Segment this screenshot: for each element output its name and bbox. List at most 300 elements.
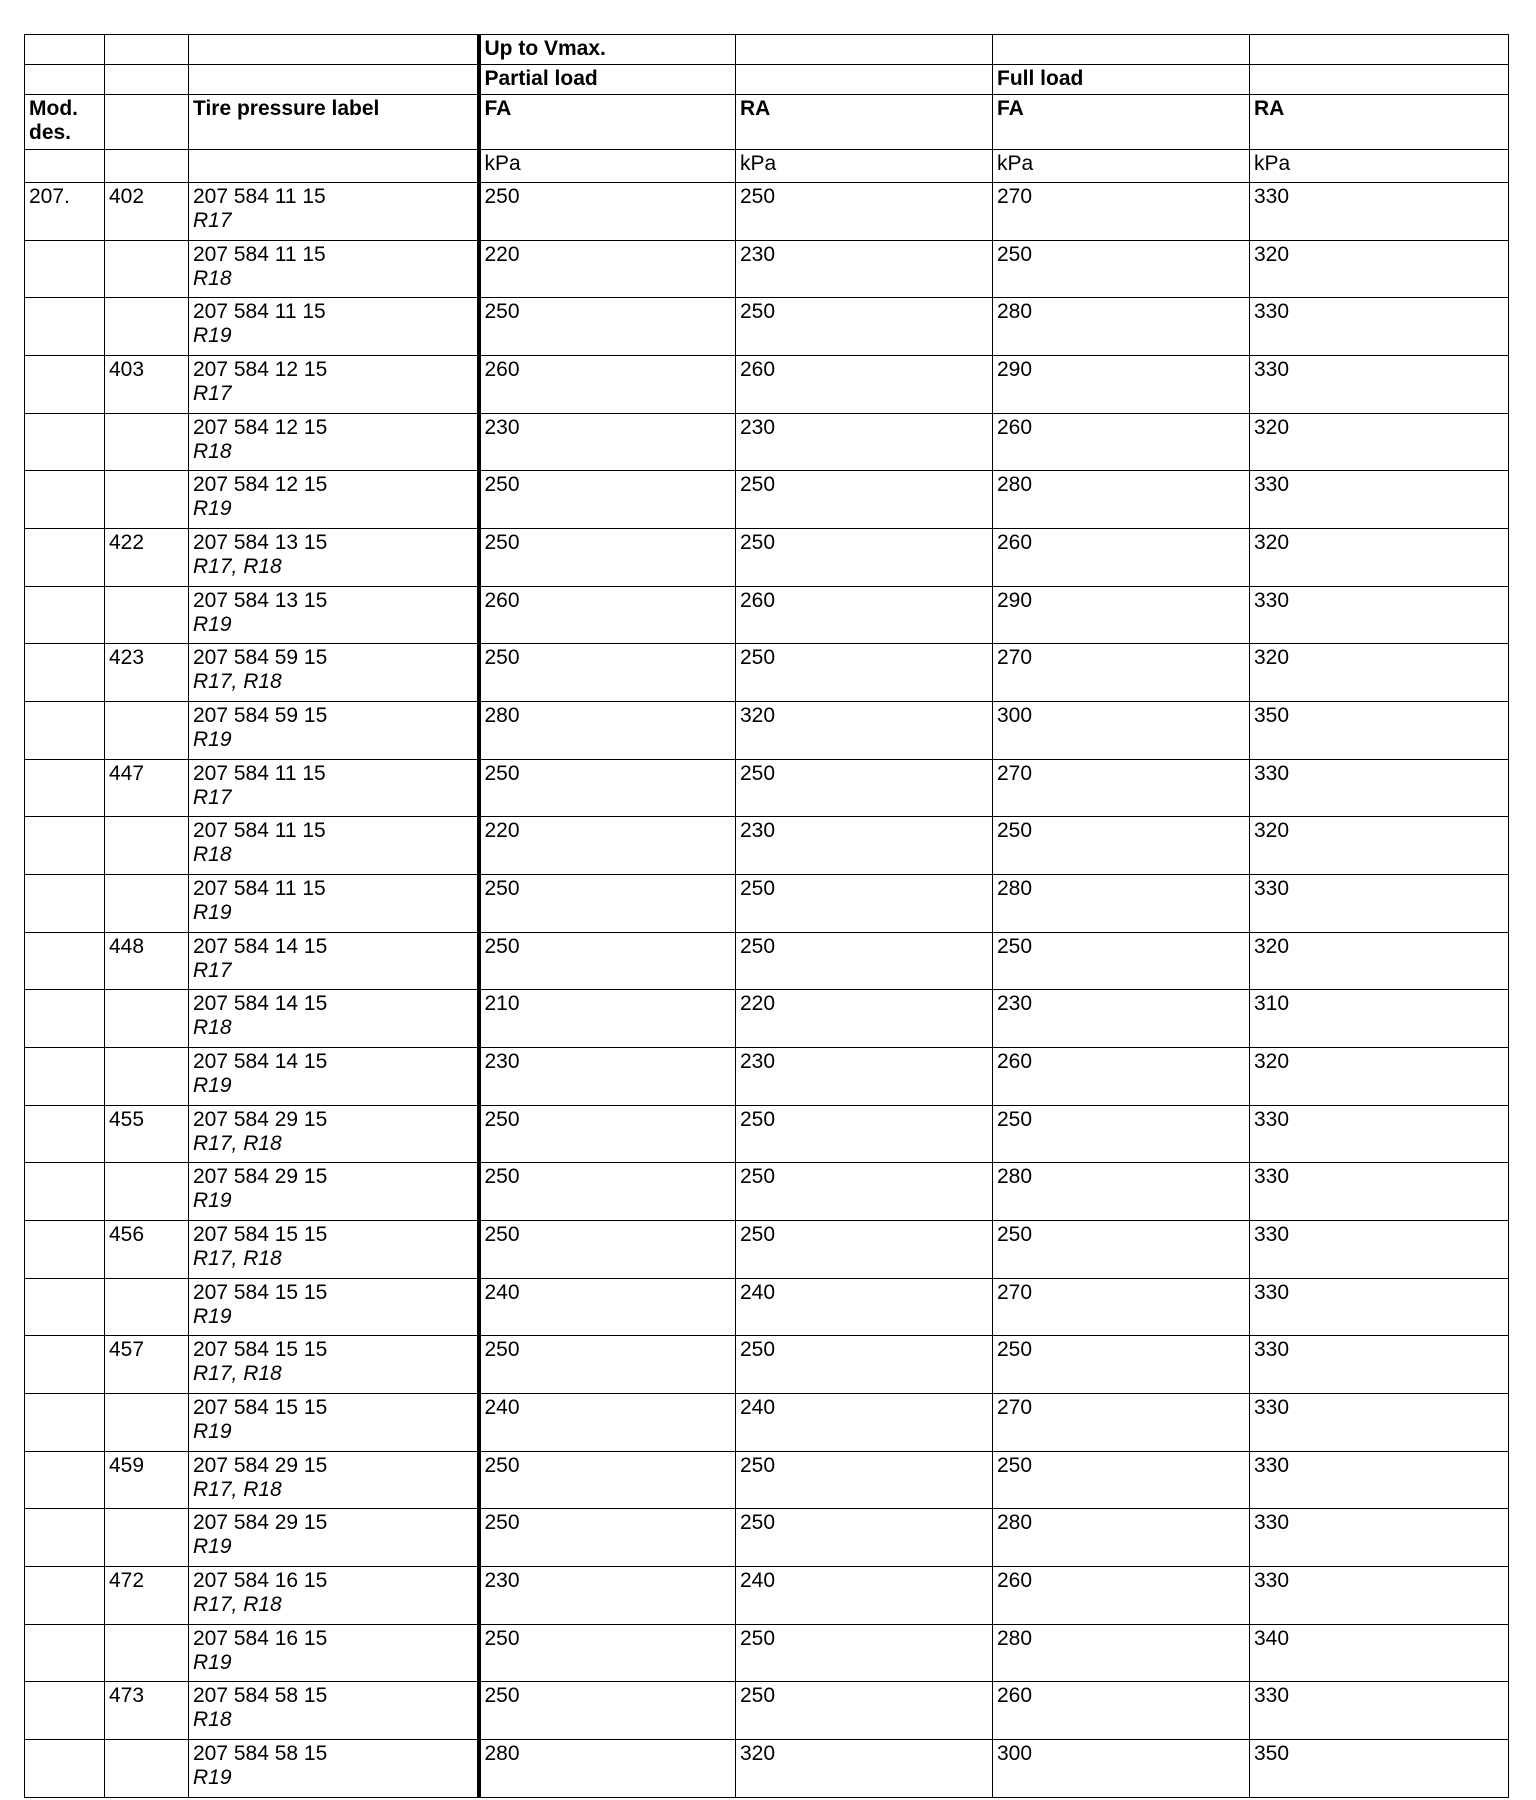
model-code-cell	[105, 875, 189, 933]
full-ra-value: 330	[1250, 1105, 1509, 1163]
model-code-cell: 459	[105, 1451, 189, 1509]
mod-des-cell	[25, 817, 105, 875]
header-cell-empty	[1250, 35, 1509, 65]
partial-ra-header: RA	[736, 95, 993, 150]
partial-ra-value: 250	[736, 471, 993, 529]
tire-label-number: 207 584 59 15	[193, 646, 328, 670]
full-fa-value: 280	[993, 875, 1250, 933]
full-fa-value: 270	[993, 1278, 1250, 1336]
mod-des-cell	[25, 1278, 105, 1336]
mod-des-cell	[25, 990, 105, 1048]
mod-des-cell	[25, 586, 105, 644]
table-row	[25, 183, 1509, 241]
partial-fa-value: 260	[479, 356, 736, 414]
model-code-cell	[105, 1048, 189, 1106]
full-ra-value: 330	[1250, 356, 1509, 414]
unit-label: kPa	[479, 150, 736, 183]
mod-des-cell	[25, 1105, 105, 1163]
header-cell-empty	[105, 95, 189, 150]
header-cell-empty	[25, 65, 105, 95]
tire-size-text: R17, R18	[193, 1362, 282, 1386]
tire-size-text: R17, R18	[193, 555, 282, 579]
tire-label-cell	[189, 529, 479, 587]
header-cell-empty	[105, 65, 189, 95]
table-row	[25, 702, 1509, 760]
model-code-cell: 423	[105, 644, 189, 702]
tire-size-text: R17, R18	[193, 1247, 282, 1271]
partial-fa-value: 230	[479, 413, 736, 471]
full-fa-value: 280	[993, 1509, 1250, 1567]
partial-ra-value: 240	[736, 1394, 993, 1452]
tire-label-number: 207 584 58 15	[193, 1742, 328, 1766]
mod-des-cell	[25, 1682, 105, 1740]
full-fa-value: 260	[993, 529, 1250, 587]
partial-ra-value: 250	[736, 1451, 993, 1509]
table-row	[25, 1221, 1509, 1279]
partial-fa-value: 250	[479, 759, 736, 817]
full-fa-value: 290	[993, 586, 1250, 644]
tire-label-cell	[189, 1682, 479, 1740]
full-ra-value: 330	[1250, 586, 1509, 644]
model-code-cell	[105, 240, 189, 298]
full-ra-value: 330	[1250, 298, 1509, 356]
full-ra-value: 330	[1250, 1682, 1509, 1740]
full-fa-value: 270	[993, 644, 1250, 702]
full-ra-value: 350	[1250, 1740, 1509, 1798]
tire-size-text: R18	[193, 1708, 232, 1732]
tire-size-text: R17	[193, 209, 232, 232]
tire-label-number: 207 584 59 15	[193, 704, 328, 728]
mod-des-cell	[25, 1394, 105, 1452]
tire-label-number: 207 584 12 15	[193, 415, 328, 439]
partial-ra-value: 260	[736, 356, 993, 414]
mod-des-cell	[25, 298, 105, 356]
model-code-cell: 473	[105, 1682, 189, 1740]
tire-label-number: 207 584 29 15	[193, 1511, 328, 1535]
mod-des-cell: 207.	[25, 183, 105, 241]
full-fa-value: 250	[993, 932, 1250, 990]
partial-ra-value: 240	[736, 1567, 993, 1625]
full-fa-value: 250	[993, 1221, 1250, 1279]
tire-label-cell	[189, 1624, 479, 1682]
tire-label-number: 207 584 13 15	[193, 588, 328, 612]
model-code-cell: 455	[105, 1105, 189, 1163]
full-fa-value: 260	[993, 1567, 1250, 1625]
partial-ra-value: 250	[736, 298, 993, 356]
full-load-header: Full load	[993, 65, 1250, 95]
tire-label-number: 207 584 11 15	[193, 819, 326, 843]
partial-ra-value: 230	[736, 1048, 993, 1106]
table-row	[25, 644, 1509, 702]
table-row	[25, 1624, 1509, 1682]
full-fa-value: 230	[993, 990, 1250, 1048]
partial-fa-value: 230	[479, 1048, 736, 1106]
partial-ra-value: 250	[736, 1624, 993, 1682]
tire-label-cell	[189, 1105, 479, 1163]
partial-fa-value: 250	[479, 875, 736, 933]
tire-size-text: R19	[193, 1535, 232, 1559]
tire-label-number: 207 584 15 15	[193, 1223, 328, 1247]
partial-ra-value: 250	[736, 1509, 993, 1567]
header-cell-empty	[25, 150, 105, 183]
partial-fa-value: 250	[479, 1336, 736, 1394]
partial-fa-value: 250	[479, 529, 736, 587]
mod-des-cell	[25, 1163, 105, 1221]
tire-size-text: R18	[193, 1016, 232, 1040]
tire-label-number: 207 584 12 15	[193, 473, 328, 497]
mod-des-cell	[25, 471, 105, 529]
header-cell-empty	[1250, 65, 1509, 95]
full-fa-value: 280	[993, 1624, 1250, 1682]
tire-label-cell	[189, 240, 479, 298]
partial-fa-value: 210	[479, 990, 736, 1048]
mod-des-cell	[25, 240, 105, 298]
full-ra-value: 330	[1250, 183, 1509, 241]
model-code-cell	[105, 1163, 189, 1221]
model-code-cell	[105, 471, 189, 529]
tire-label-cell	[189, 875, 479, 933]
partial-ra-value: 220	[736, 990, 993, 1048]
partial-ra-value: 250	[736, 875, 993, 933]
full-ra-value: 350	[1250, 702, 1509, 760]
model-code-cell	[105, 1394, 189, 1452]
tire-size-text: R17, R18	[193, 1593, 282, 1617]
tire-label-cell	[189, 990, 479, 1048]
tire-size-text: R19	[193, 901, 232, 925]
header-cell-empty	[189, 35, 479, 65]
mod-des-cell	[25, 1509, 105, 1567]
mod-des-cell	[25, 1221, 105, 1279]
mod-des-cell	[25, 356, 105, 414]
full-ra-value: 340	[1250, 1624, 1509, 1682]
table-row	[25, 529, 1509, 587]
mod-des-cell	[25, 1740, 105, 1798]
mod-des-cell	[25, 529, 105, 587]
model-code-cell	[105, 298, 189, 356]
tire-label-cell	[189, 1394, 479, 1452]
mod-des-cell	[25, 702, 105, 760]
tire-label-number: 207 584 16 15	[193, 1626, 328, 1650]
partial-ra-value: 250	[736, 1221, 993, 1279]
partial-ra-value: 230	[736, 413, 993, 471]
partial-fa-value: 250	[479, 183, 736, 241]
tire-label-number: 207 584 15 15	[193, 1280, 328, 1304]
tire-label-cell	[189, 817, 479, 875]
partial-fa-value: 230	[479, 1567, 736, 1625]
full-ra-value: 320	[1250, 413, 1509, 471]
tire-label-number: 207 584 11 15	[193, 242, 326, 266]
partial-fa-value: 250	[479, 1682, 736, 1740]
tire-label-cell	[189, 1163, 479, 1221]
partial-ra-value: 250	[736, 759, 993, 817]
tire-size-text: R17, R18	[193, 1477, 282, 1501]
full-ra-value: 310	[1250, 990, 1509, 1048]
tire-size-text: R19	[193, 1766, 232, 1790]
partial-fa-header: FA	[479, 95, 736, 150]
full-ra-value: 320	[1250, 817, 1509, 875]
header-cell-empty	[105, 35, 189, 65]
unit-label: kPa	[1250, 150, 1509, 183]
partial-ra-value: 250	[736, 644, 993, 702]
table-header	[25, 35, 1509, 183]
partial-ra-value: 260	[736, 586, 993, 644]
mod-des-cell	[25, 1624, 105, 1682]
mod-des-cell	[25, 413, 105, 471]
model-code-cell: 447	[105, 759, 189, 817]
full-ra-value: 330	[1250, 875, 1509, 933]
tire-label-number: 207 584 58 15	[193, 1684, 328, 1708]
tire-label-cell	[189, 356, 479, 414]
full-fa-value: 250	[993, 1105, 1250, 1163]
tire-size-text: R18	[193, 843, 232, 867]
table-row	[25, 240, 1509, 298]
tire-size-text: R17	[193, 958, 232, 982]
full-fa-value: 260	[993, 1682, 1250, 1740]
partial-fa-value: 220	[479, 817, 736, 875]
tire-label-cell	[189, 586, 479, 644]
header-cell-empty	[105, 150, 189, 183]
header-cell-empty	[189, 65, 479, 95]
tire-size-text: R19	[193, 612, 232, 636]
model-code-cell: 403	[105, 356, 189, 414]
table-row	[25, 298, 1509, 356]
partial-fa-value: 260	[479, 586, 736, 644]
full-fa-value: 290	[993, 356, 1250, 414]
header-cell-empty	[993, 35, 1250, 65]
model-code-cell: 456	[105, 1221, 189, 1279]
full-fa-value: 250	[993, 817, 1250, 875]
partial-fa-value: 250	[479, 1624, 736, 1682]
partial-ra-value: 250	[736, 1682, 993, 1740]
model-code-cell: 422	[105, 529, 189, 587]
full-ra-value: 330	[1250, 759, 1509, 817]
tire-label-number: 207 584 16 15	[193, 1569, 328, 1593]
tire-label-cell	[189, 932, 479, 990]
full-ra-value: 330	[1250, 1278, 1509, 1336]
full-ra-value: 330	[1250, 1567, 1509, 1625]
tire-label-cell	[189, 1336, 479, 1394]
table-row	[25, 1740, 1509, 1798]
partial-ra-value: 230	[736, 240, 993, 298]
table-row	[25, 1048, 1509, 1106]
tire-size-text: R19	[193, 497, 232, 521]
full-ra-value: 330	[1250, 1163, 1509, 1221]
full-fa-value: 250	[993, 1451, 1250, 1509]
tire-label-number: 207 584 12 15	[193, 358, 328, 382]
table-row	[25, 471, 1509, 529]
partial-fa-value: 250	[479, 1509, 736, 1567]
full-fa-value: 260	[993, 413, 1250, 471]
partial-ra-value: 240	[736, 1278, 993, 1336]
table-row	[25, 759, 1509, 817]
header-cell-empty	[736, 35, 993, 65]
partial-fa-value: 250	[479, 1451, 736, 1509]
full-fa-header: FA	[993, 95, 1250, 150]
table-row	[25, 1567, 1509, 1625]
tire-label-cell	[189, 183, 479, 241]
model-code-cell: 402	[105, 183, 189, 241]
tire-pressure-label-header: Tire pressure label	[189, 95, 479, 150]
model-code-cell	[105, 586, 189, 644]
tire-label-cell	[189, 1048, 479, 1106]
table-row	[25, 817, 1509, 875]
full-ra-value: 320	[1250, 529, 1509, 587]
table-row	[25, 1509, 1509, 1567]
tire-label-cell	[189, 759, 479, 817]
full-fa-value: 300	[993, 1740, 1250, 1798]
mod-des-cell	[25, 1048, 105, 1106]
header-cell-empty	[189, 150, 479, 183]
model-code-cell	[105, 1509, 189, 1567]
tire-size-text: R19	[193, 1650, 232, 1674]
tire-size-text: R18	[193, 266, 232, 290]
tire-label-number: 207 584 14 15	[193, 934, 328, 958]
tire-size-text: R19	[193, 324, 232, 348]
mod-des-cell	[25, 759, 105, 817]
partial-fa-value: 280	[479, 702, 736, 760]
full-ra-value: 330	[1250, 1394, 1509, 1452]
tire-pressure-table	[24, 34, 1509, 1798]
model-code-cell	[105, 702, 189, 760]
model-code-cell	[105, 1624, 189, 1682]
header-cell-empty	[25, 35, 105, 65]
full-ra-value: 330	[1250, 1336, 1509, 1394]
tire-label-cell	[189, 1509, 479, 1567]
tire-size-text: R17, R18	[193, 670, 282, 694]
full-ra-value: 320	[1250, 932, 1509, 990]
partial-ra-value: 250	[736, 529, 993, 587]
tire-label-number: 207 584 11 15	[193, 185, 326, 208]
tire-label-number: 207 584 11 15	[193, 300, 326, 324]
model-code-cell	[105, 990, 189, 1048]
table-row	[25, 1682, 1509, 1740]
model-code-cell: 472	[105, 1567, 189, 1625]
tire-label-cell	[189, 413, 479, 471]
table-body	[25, 183, 1509, 1798]
speed-group-header: Up to Vmax.	[479, 35, 736, 65]
tire-label-number: 207 584 15 15	[193, 1338, 328, 1362]
tire-label-cell	[189, 1221, 479, 1279]
full-fa-value: 280	[993, 471, 1250, 529]
table-row	[25, 1278, 1509, 1336]
tire-label-number: 207 584 29 15	[193, 1453, 328, 1477]
table-row	[25, 1105, 1509, 1163]
table-row	[25, 1451, 1509, 1509]
mod-des-header: Mod. des.	[25, 95, 105, 150]
tire-label-number: 207 584 29 15	[193, 1165, 328, 1189]
model-code-cell	[105, 413, 189, 471]
unit-label: kPa	[736, 150, 993, 183]
tire-size-text: R19	[193, 1420, 232, 1444]
full-fa-value: 280	[993, 1163, 1250, 1221]
full-ra-value: 330	[1250, 1509, 1509, 1567]
partial-ra-value: 320	[736, 1740, 993, 1798]
tire-label-cell	[189, 1740, 479, 1798]
unit-label: kPa	[993, 150, 1250, 183]
partial-fa-value: 240	[479, 1278, 736, 1336]
tire-label-cell	[189, 644, 479, 702]
partial-ra-value: 250	[736, 183, 993, 241]
tire-label-number: 207 584 11 15	[193, 877, 326, 901]
model-code-cell	[105, 1278, 189, 1336]
partial-fa-value: 220	[479, 240, 736, 298]
tire-label-cell	[189, 298, 479, 356]
full-fa-value: 250	[993, 240, 1250, 298]
table-row	[25, 1163, 1509, 1221]
table-row	[25, 990, 1509, 1048]
partial-fa-value: 250	[479, 1163, 736, 1221]
full-fa-value: 270	[993, 1394, 1250, 1452]
full-ra-value: 330	[1250, 1451, 1509, 1509]
full-ra-value: 330	[1250, 471, 1509, 529]
tire-label-number: 207 584 13 15	[193, 531, 328, 555]
table-row	[25, 413, 1509, 471]
partial-ra-value: 250	[736, 932, 993, 990]
full-fa-value: 300	[993, 702, 1250, 760]
tire-label-cell	[189, 1567, 479, 1625]
tire-size-text: R19	[193, 728, 232, 752]
mod-des-cell	[25, 1336, 105, 1394]
tire-label-number: 207 584 14 15	[193, 1050, 328, 1074]
partial-ra-value: 230	[736, 817, 993, 875]
full-fa-value: 280	[993, 298, 1250, 356]
partial-fa-value: 250	[479, 1221, 736, 1279]
tire-label-number: 207 584 14 15	[193, 992, 328, 1016]
tire-size-text: R18	[193, 439, 232, 463]
partial-fa-value: 250	[479, 932, 736, 990]
table-row	[25, 1394, 1509, 1452]
partial-fa-value: 240	[479, 1394, 736, 1452]
tire-label-cell	[189, 471, 479, 529]
table-row	[25, 586, 1509, 644]
partial-fa-value: 250	[479, 298, 736, 356]
full-fa-value: 270	[993, 183, 1250, 241]
tire-size-text: R19	[193, 1074, 232, 1098]
tire-size-text: R17, R18	[193, 1131, 282, 1155]
partial-ra-value: 250	[736, 1163, 993, 1221]
full-ra-header: RA	[1250, 95, 1509, 150]
table-row	[25, 875, 1509, 933]
partial-load-header: Partial load	[479, 65, 736, 95]
header-cell-empty	[736, 65, 993, 95]
tire-label-cell	[189, 1451, 479, 1509]
table-row	[25, 932, 1509, 990]
partial-fa-value: 280	[479, 1740, 736, 1798]
tire-label-cell	[189, 702, 479, 760]
partial-ra-value: 250	[736, 1105, 993, 1163]
partial-fa-value: 250	[479, 644, 736, 702]
tire-size-text: R17	[193, 785, 232, 809]
full-ra-value: 320	[1250, 240, 1509, 298]
full-ra-value: 320	[1250, 1048, 1509, 1106]
mod-des-cell	[25, 875, 105, 933]
model-code-cell: 457	[105, 1336, 189, 1394]
partial-ra-value: 250	[736, 1336, 993, 1394]
model-code-cell	[105, 1740, 189, 1798]
tire-size-text: R19	[193, 1189, 232, 1213]
table-row	[25, 356, 1509, 414]
tire-label-number: 207 584 11 15	[193, 761, 326, 785]
full-fa-value: 260	[993, 1048, 1250, 1106]
tire-size-text: R19	[193, 1304, 232, 1328]
mod-des-cell	[25, 1567, 105, 1625]
model-code-cell: 448	[105, 932, 189, 990]
tire-label-number: 207 584 29 15	[193, 1107, 328, 1131]
full-ra-value: 320	[1250, 644, 1509, 702]
partial-fa-value: 250	[479, 1105, 736, 1163]
mod-des-cell	[25, 644, 105, 702]
full-fa-value: 250	[993, 1336, 1250, 1394]
